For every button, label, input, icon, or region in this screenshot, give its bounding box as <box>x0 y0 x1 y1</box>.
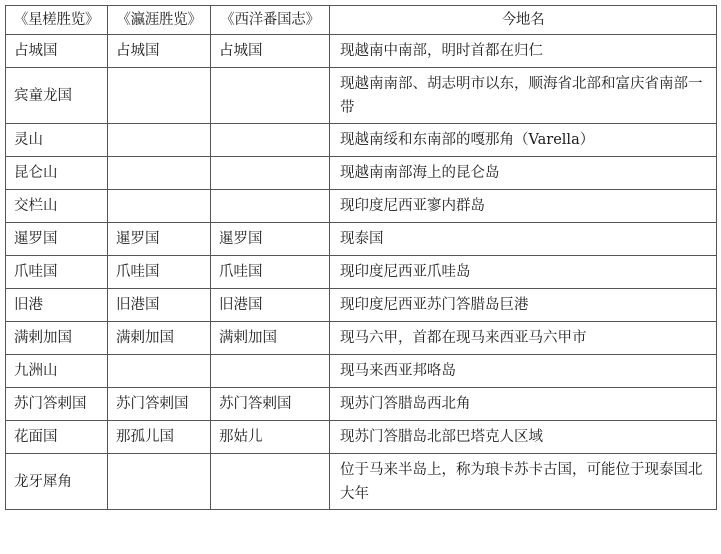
cell-xiyang: 暹罗国 <box>211 223 330 256</box>
table-row <box>6 256 717 289</box>
cell-modern-name: 位于马来半岛上，称为琅卡苏卡古国，可能位于现泰国北大年 <box>330 454 717 510</box>
cell-modern-name: 现马六甲，首都在现马来西亚马六甲市 <box>330 322 717 355</box>
table-row <box>6 35 717 68</box>
cell-xiyang <box>211 190 330 223</box>
cell-xiyang: 满剌加国 <box>211 322 330 355</box>
cell-xingcha: 苏门答剌国 <box>6 388 108 421</box>
table-row <box>6 421 717 454</box>
cell-xiyang <box>211 124 330 157</box>
cell-xingcha: 满剌加国 <box>6 322 108 355</box>
cell-xingcha: 花面国 <box>6 421 108 454</box>
cell-modern-name: 现印度尼西亚苏门答腊岛巨港 <box>330 289 717 322</box>
cell-modern-name: 现越南南部、胡志明市以东，顺海省北部和富庆省南部一带 <box>330 68 717 124</box>
cell-yingya: 暹罗国 <box>108 223 211 256</box>
table-row <box>6 355 717 388</box>
cell-yingya <box>108 454 211 510</box>
header-xingcha: 《星槎胜览》 <box>6 6 108 35</box>
table-row <box>6 454 717 510</box>
place-name-table <box>5 5 717 510</box>
cell-xiyang <box>211 157 330 190</box>
cell-xingcha: 旧港 <box>6 289 108 322</box>
cell-modern-name: 现印度尼西亚寥内群岛 <box>330 190 717 223</box>
cell-xiyang <box>211 454 330 510</box>
table-row <box>6 388 717 421</box>
cell-xingcha: 九洲山 <box>6 355 108 388</box>
cell-xingcha: 昆仑山 <box>6 157 108 190</box>
cell-modern-name: 现苏门答腊岛西北角 <box>330 388 717 421</box>
cell-modern-name: 现越南中南部，明时首都在归仁 <box>330 35 717 68</box>
cell-xiyang: 那姑儿 <box>211 421 330 454</box>
cell-xingcha: 占城国 <box>6 35 108 68</box>
cell-xingcha: 交栏山 <box>6 190 108 223</box>
cell-yingya <box>108 68 211 124</box>
table-row <box>6 289 717 322</box>
header-xiyang: 《西洋番国志》 <box>211 6 330 35</box>
cell-modern-name: 现马来西亚邦咯岛 <box>330 355 717 388</box>
cell-xiyang: 旧港国 <box>211 289 330 322</box>
cell-xingcha: 爪哇国 <box>6 256 108 289</box>
header-row <box>6 6 717 35</box>
cell-xiyang: 苏门答剌国 <box>211 388 330 421</box>
table-row <box>6 157 717 190</box>
cell-modern-name: 现苏门答腊岛北部巴塔克人区域 <box>330 421 717 454</box>
cell-yingya <box>108 190 211 223</box>
cell-xingcha: 暹罗国 <box>6 223 108 256</box>
header-modern-name: 今地名 <box>330 6 717 35</box>
cell-modern-name: 现越南绥和东南部的嘎那角（Varella） <box>330 124 717 157</box>
cell-xiyang: 爪哇国 <box>211 256 330 289</box>
cell-yingya: 旧港国 <box>108 289 211 322</box>
header-yingya: 《瀛涯胜览》 <box>108 6 211 35</box>
cell-xingcha: 宾童龙国 <box>6 68 108 124</box>
cell-modern-name: 现越南南部海上的昆仑岛 <box>330 157 717 190</box>
cell-xiyang <box>211 68 330 124</box>
table-row <box>6 124 717 157</box>
cell-xingcha: 龙牙犀角 <box>6 454 108 510</box>
cell-yingya: 那孤儿国 <box>108 421 211 454</box>
cell-yingya <box>108 124 211 157</box>
cell-yingya: 爪哇国 <box>108 256 211 289</box>
cell-xiyang: 占城国 <box>211 35 330 68</box>
table-row <box>6 68 717 124</box>
cell-yingya: 满剌加国 <box>108 322 211 355</box>
cell-yingya <box>108 157 211 190</box>
table-row <box>6 223 717 256</box>
cell-yingya: 苏门答剌国 <box>108 388 211 421</box>
cell-xiyang <box>211 355 330 388</box>
cell-modern-name: 现泰国 <box>330 223 717 256</box>
table-row <box>6 322 717 355</box>
table-row <box>6 190 717 223</box>
cell-yingya: 占城国 <box>108 35 211 68</box>
cell-yingya <box>108 355 211 388</box>
cell-xingcha: 灵山 <box>6 124 108 157</box>
cell-modern-name: 现印度尼西亚爪哇岛 <box>330 256 717 289</box>
